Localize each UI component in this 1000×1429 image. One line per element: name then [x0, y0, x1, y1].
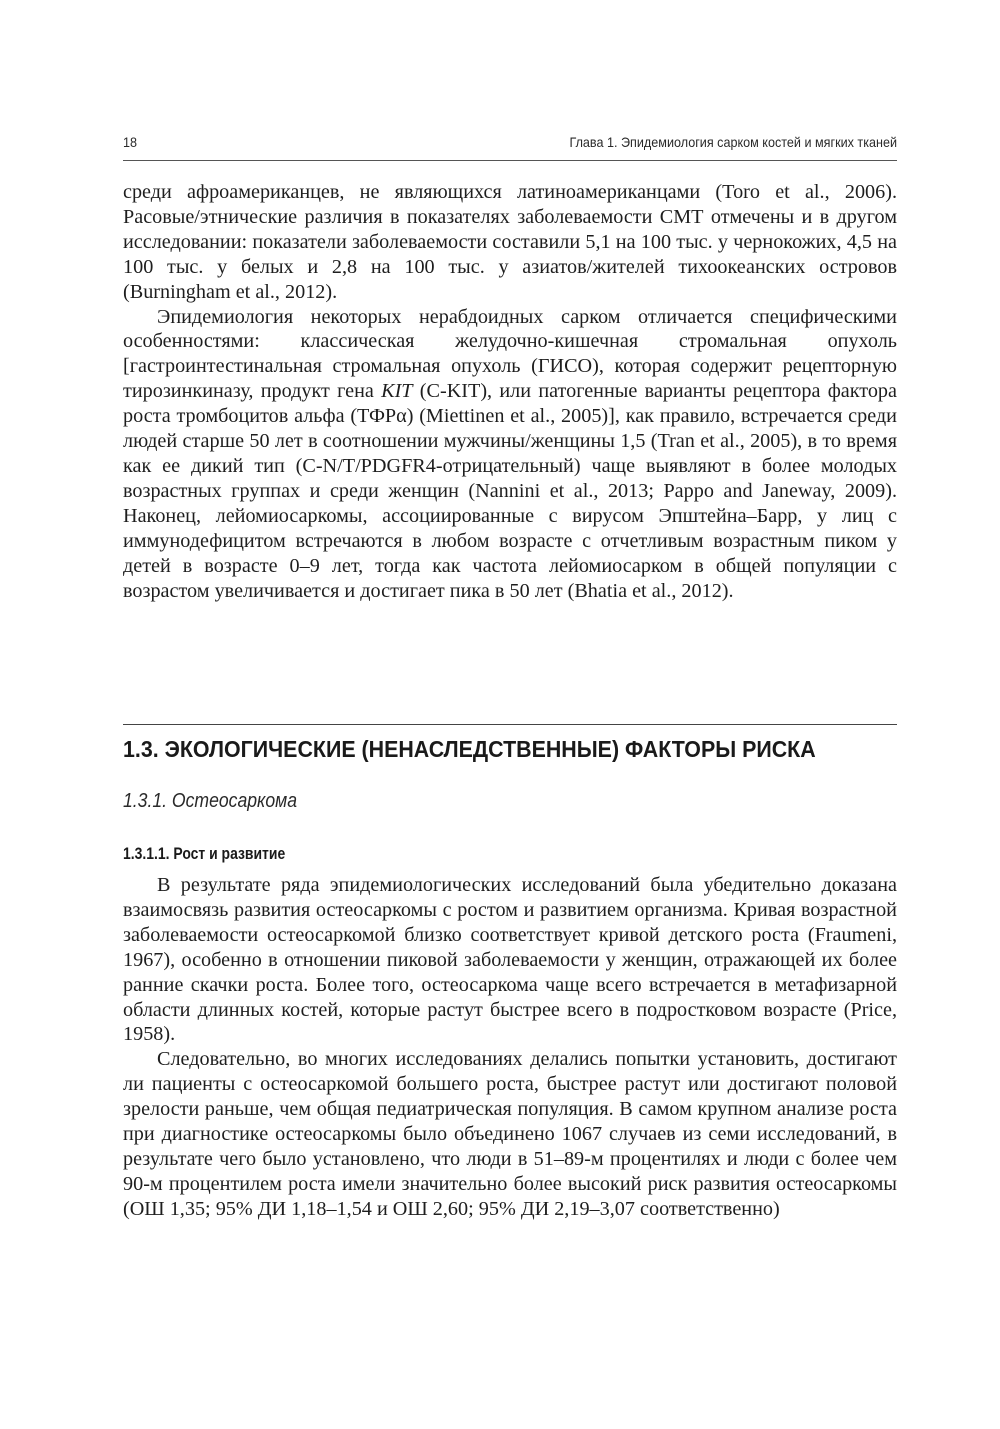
paragraph-continued: среди афроамериканцев, не являющихся латиноамериканцами (Toro et al., 2006). Расовые/этнические различия в показателях заболеваемости СМТ отмечены и в другом исследовании: показатели заболеваемости составили 5,1 на 100 тыс. у чернокожих, 4,5 на 100 тыс. у белых и 2,8 на 100 тыс. у азиатов/жителей тихоокеанских островов (Burningham et al., 2012).	[123, 181, 897, 303]
paragraph-epidemiology	[123, 305, 897, 604]
paragraph-text-part: (C-KIT), или патогенные варианты рецептора фактора роста тромбоцитов альфа (ТФРα) (Miettinen et al., 2005)], как правило, встречается среди людей старше 50 лет в соотношении мужчины/женщины 1,5 (Tran et al., 2005), в то время как ее дикий тип (C-N/T/PDGFR4-отрицательный) чаще выявляют в более молодых возрастных группах и среди женщин (Nannini et al., 2013; Pappo and Janeway, 2009). Наконец, лейомиосаркомы, ассоциированные с вирусом Эпштейна–Барр, у лиц с иммунодефицитом встречаются в любом возрасте с отчетливым возрастным пиком у детей в возрасте 0–9 лет, тогда как частота лейомиосарком в общей популяции с возрастом увеличивается и достигает пика в 50 лет (Bhatia et al., 2012).	[123, 380, 897, 602]
section-rule	[123, 724, 897, 725]
section-heading: 1.3. ЭКОЛОГИЧЕСКИЕ (НЕНАСЛЕДСТВЕННЫЕ) ФАКТОРЫ РИСКА	[123, 736, 816, 762]
paragraph-growth: В результате ряда эпидемиологических исследований была убедительно доказана взаимосвязь развития остеосаркомы с ростом и развитием организма. Кривая возрастной заболеваемости остеосаркомой близко соответствует кривой детского роста (Fraumeni, 1967), особенно в отношении пиковой заболеваемости у женщин, отражающей их более ранние скачки роста. Более того, остеосаркома чаще всего встречается в метафизарной области длинных костей, которые растут быстрее всего в подростковом возрасте (Price, 1958).	[123, 874, 897, 1046]
paragraph-studies: Следовательно, во многих исследованиях делались попытки установить, достигают ли пациенты с остеосаркомой большего роста, быстрее растут или достигают половой зрелости раньше, чем общая педиатрическая популяция. В самом крупном анализе роста при диагностике остеосаркомы было объединено 1067 случаев из семи исследований, в результате чего было установлено, что люди в 51–89-м процентилях и люди с более чем 90-м процентилем роста имели значительно более высокий риск развития остеосаркомы (ОШ 1,35; 95% ДИ 1,18–1,54 и ОШ 2,60; 95% ДИ 2,19–3,07 соответственно)	[123, 1048, 897, 1220]
chapter-title: Глава 1. Эпидемиология сарком костей и мягких тканей	[569, 134, 897, 150]
gene-name-italic: KIT	[381, 380, 413, 403]
page-number: 18	[123, 134, 138, 150]
subsubsection-heading: 1.3.1.1. Рост и развитие	[123, 844, 286, 863]
body-text-bottom	[123, 873, 897, 1222]
running-header	[123, 134, 897, 154]
subsection-heading: 1.3.1. Остеосаркома	[123, 790, 297, 812]
header-rule	[123, 160, 897, 161]
body-text-top	[123, 180, 897, 603]
paragraph-text-part: Эпидемиология некоторых нерабдоидных сарком отличается специфическими особенностями: классическая желудочно-кишечная стромальная опухоль [гастроинтестинальная стромальная опухоль (ГИСО), которая содержит рецепторную тирозинкиназу, продукт гена	[123, 305, 897, 403]
